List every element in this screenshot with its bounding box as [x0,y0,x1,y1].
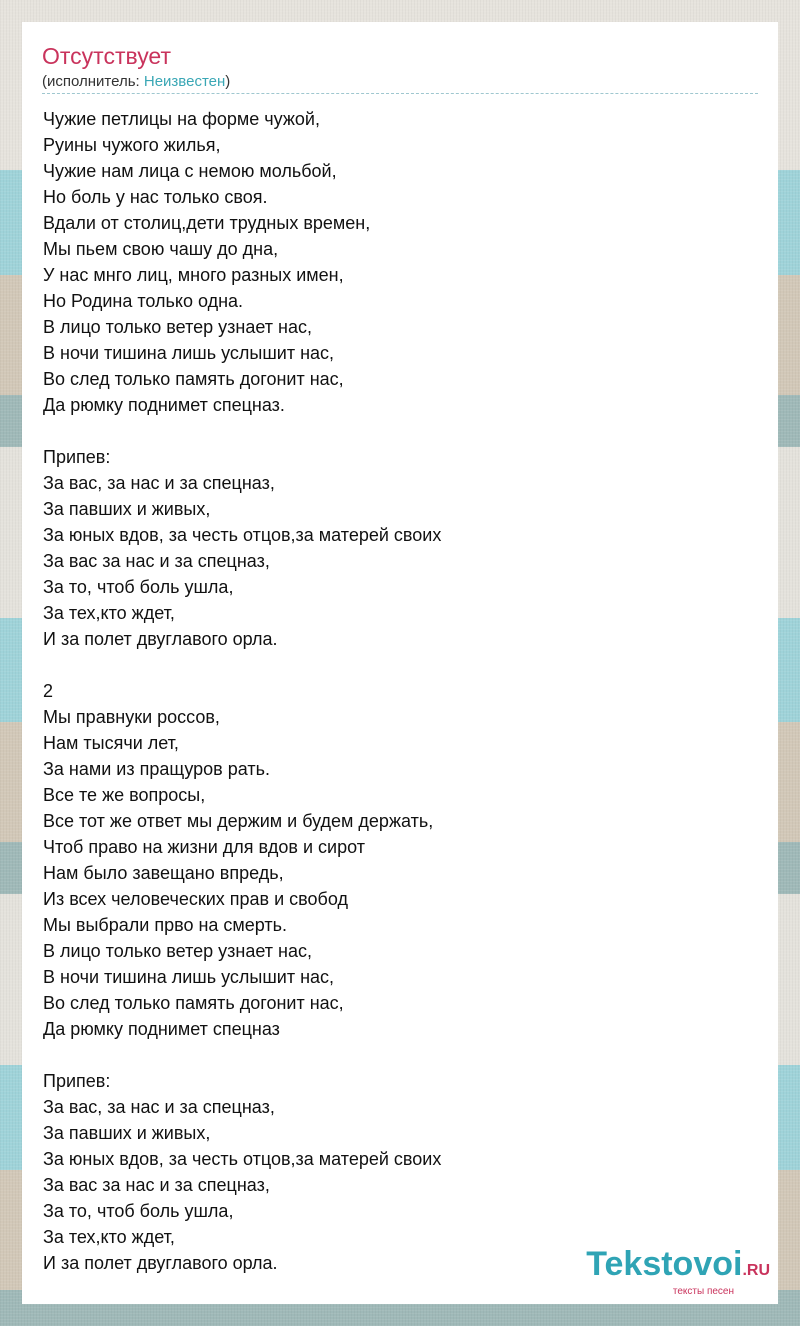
lyric-line [43,1042,441,1068]
lyric-line: За вас, за нас и за спецназ, [43,1097,275,1117]
lyric-line [43,652,441,678]
lyric-line: Припев: [43,1071,111,1091]
artist-line [42,72,230,92]
artist-link[interactable]: Неизвестен [143,73,226,90]
site-logo[interactable] [586,1247,770,1298]
lyric-line [43,418,441,444]
lyric-line: Но боль у нас только своя. [43,187,268,207]
lyric-line: Но Родина только одна. [43,291,244,311]
artist-prefix: (исполнитель: [42,73,144,90]
lyric-line: В ночи тишина лишь услышит нас, [43,343,335,363]
lyric-line: Мы выбрали прво на смерть. [43,915,288,935]
lyric-line: За юных вдов, за честь отцов,за матерей своих [43,1149,442,1169]
lyric-line: Во след только память догонит нас, [43,993,344,1013]
lyric-line: За павших и живых, [43,499,211,519]
lyric-line: И за полет двуглавого орла. [43,629,278,649]
lyric-line: И за полет двуглавого орла. [43,1253,278,1273]
lyric-line: Нам тысячи лет, [43,733,179,753]
lyric-line: За нами из пращуров рать. [43,759,270,779]
title-divider [42,93,758,94]
song-title: Отсутствует [42,43,171,69]
logo-brand: Tekstovoi [586,1245,743,1283]
lyric-line: Мы пьем свою чашу до дна, [43,239,279,259]
lyric-line: 2 [43,681,54,701]
lyric-line: За вас за нас и за спецназ, [43,551,270,571]
lyric-line: В ночи тишина лишь услышит нас, [43,967,335,987]
lyric-line: За тех,кто ждет, [43,1227,175,1247]
artist-suffix: ) [225,73,231,90]
lyric-line: Чтоб право на жизни для вдов и сирот [43,837,365,857]
lyric-line: За то, чтоб боль ушла, [43,1201,234,1221]
lyric-line: Чужие нам лица с немою мольбой, [43,161,337,181]
lyric-line: За павших и живых, [43,1123,211,1143]
lyric-line: Нам было завещано впредь, [43,863,284,883]
lyric-line: За тех,кто ждет, [43,603,175,623]
lyric-line: За юных вдов, за честь отцов,за матерей своих [43,525,442,545]
lyric-line: За вас, за нас и за спецназ, [43,473,275,493]
lyric-line: За вас за нас и за спецназ, [43,1175,270,1195]
lyric-line: Мы правнуки россов, [43,707,220,727]
lyric-line: Во след только память догонит нас, [43,369,344,389]
logo-tld: .RU [742,1262,770,1279]
lyric-line: У нас мнго лиц, много разных имен, [43,265,344,285]
logo-tagline: тексты песен [672,1286,734,1297]
lyrics-text [43,106,441,1276]
lyric-line: Да рюмку поднимет спецназ. [43,395,285,415]
lyric-line: Чужие петлицы на форме чужой, [43,109,320,129]
lyric-line: В лицо только ветер узнает нас, [43,941,312,961]
lyric-line: За то, чтоб боль ушла, [43,577,234,597]
lyric-line: Руины чужого жилья, [43,135,221,155]
lyric-line: Да рюмку поднимет спецназ [43,1019,280,1039]
lyric-line: В лицо только ветер узнает нас, [43,317,312,337]
lyric-line: Припев: [43,447,111,467]
lyric-line: Все те же вопросы, [43,785,206,805]
lyric-line: Все тот же ответ мы держим и будем держать, [43,811,434,831]
lyrics-card [22,22,778,1304]
lyric-line: Из всех человеческих прав и свобод [43,889,348,909]
lyric-line: Вдали от столиц,дети трудных времен, [43,213,371,233]
